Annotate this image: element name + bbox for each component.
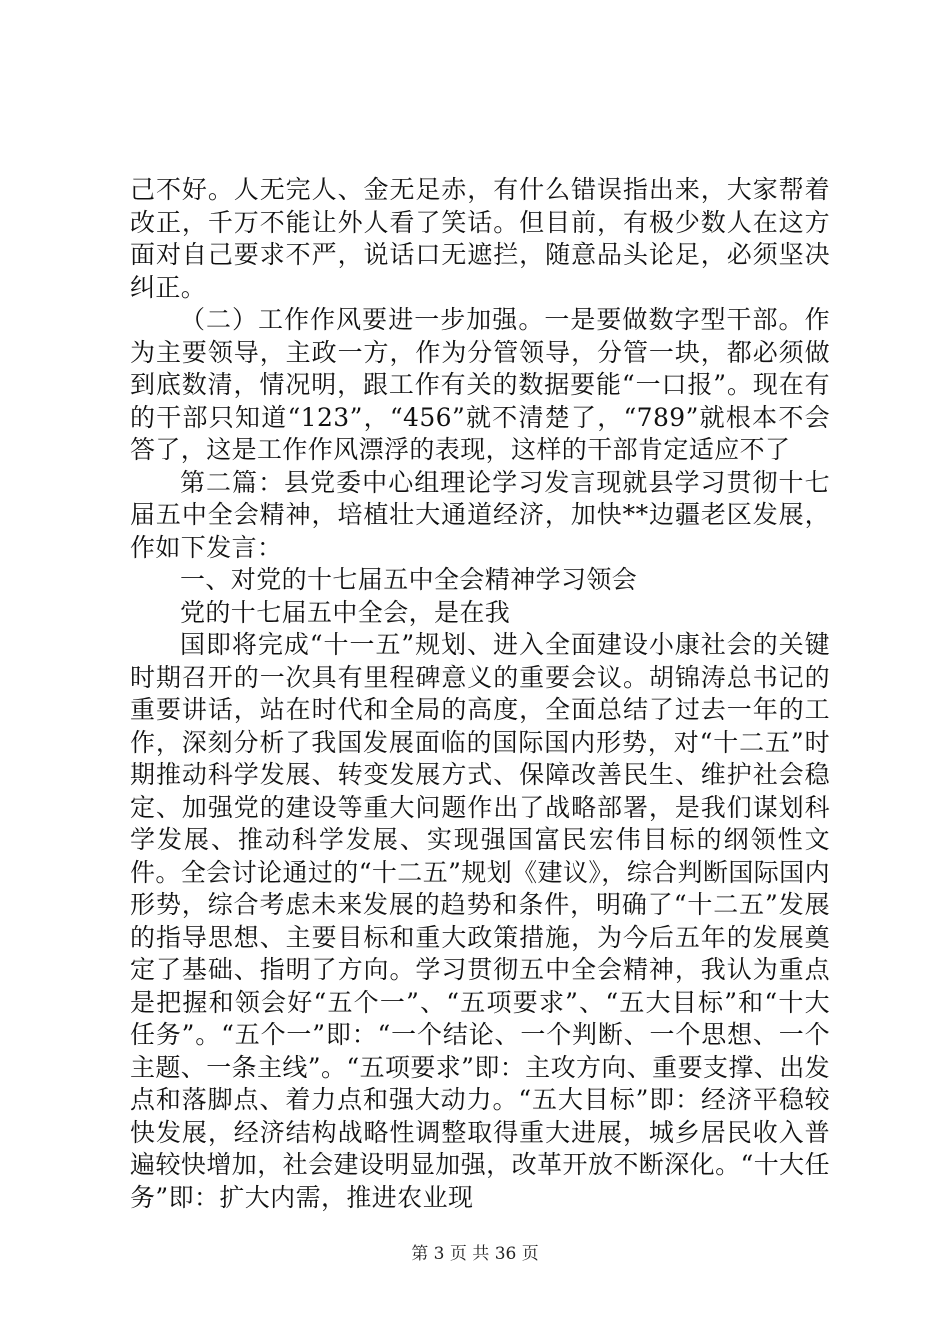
- document-body: [130, 174, 830, 1214]
- paragraph-work-style: （二）工作作风要进一步加强。一是要做数字型干部。作为主要领导，主政一方，作为分管领导，分管一块，都必须做到底数清，情况明，跟工作有关的数据要能“一口报”。现在有的干部只知道“123”，“456”就不清楚了，“789”就根本不会答了，这是工作作风漂浮的表现，这样的干部肯定适应不了: [130, 305, 830, 464]
- paragraph-continuation: 己不好。人无完人、金无足赤，有什么错误指出来，大家帮着改正，千万不能让外人看了笑话。但目前，有极少数人在这方面对自己要求不严，说话口无遮拦，随意品头论足，必须坚决纠正。: [130, 175, 830, 302]
- paragraph-plenum-body: 国即将完成“十一五”规划、进入全面建设小康社会的关键时期召开的一次具有里程碑意义的重要会议。胡锦涛总书记的重要讲话，站在时代和全局的高度，全面总结了过去一年的工作，深刻分析了我国发展面临的国际国内形势，对“十二五”时期推动科学发展、转变发展方式、保障改善民生、维护社会稳定、加强党的建设等重大问题作出了战略部署，是我们谋划科学发展、推动科学发展、实现强国富民宏伟目标的纲领性文件。全会讨论通过的“十二五”规划《建议》，综合判断国际国内形势，综合考虑未来发展的趋势和条件，明确了“十二五”发展的指导思想、主要目标和重大政策措施，为今后五年的发展奠定了基础、指明了方向。学习贯彻五中全会精神，我认为重点是把握和领会好“五个一”、“五项要求”、“五大目标”和“十大任务”。“五个一”即：“一个结论、一个判断、一个思想、一个主题、一条主线”。“五项要求”即：主攻方向、重要支撑、出发点和落脚点、着力点和强大动力。“五大目标”即：经济平稳较快发展，经济结构战略性调整取得重大进展，城乡居民收入普遍较快增加，社会建设明显加强，改革开放不断深化。“十大任务”即：扩大内需，推进农业现: [130, 630, 830, 1212]
- paragraph-plenum-start: 党的十七届五中全会，是在我: [180, 597, 511, 627]
- paragraph-second-article-intro: 第二篇：县党委中心组理论学习发言现就县学习贯彻十七届五中全会精神，培植壮大通道经济，加快**边疆老区发展，作如下发言：: [130, 467, 830, 562]
- section-heading: 一、对党的十七届五中全会精神学习领会: [180, 565, 638, 594]
- page-footer: 第 3 页 共 36 页: [411, 1244, 539, 1264]
